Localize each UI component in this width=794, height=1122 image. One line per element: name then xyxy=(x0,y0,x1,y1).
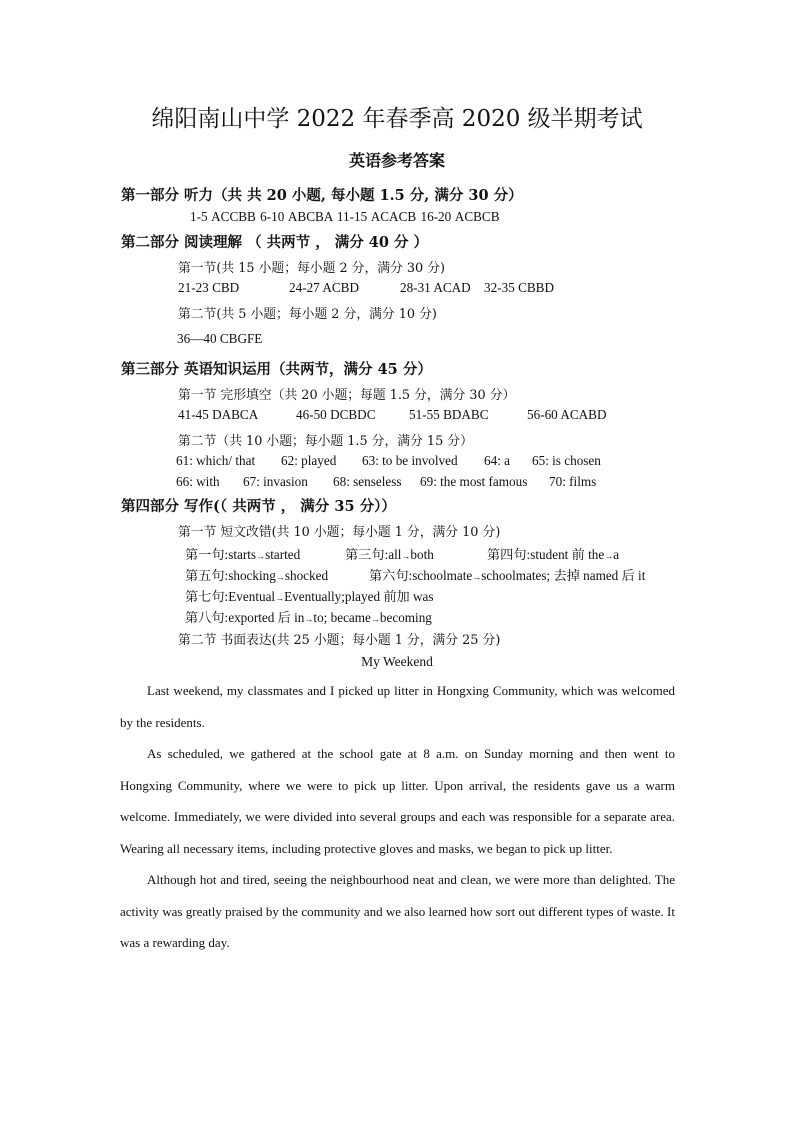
correction-item: 第三句:all→both xyxy=(345,547,434,562)
correction-item: 第一句:starts→started xyxy=(185,547,301,562)
fill-in-answer: 61: which/ that xyxy=(176,453,256,468)
correction-item: 第六句:schoolmate→schoolmates; 去掉 named 后 it xyxy=(369,568,646,583)
essay-title: My Weekend xyxy=(361,654,433,669)
part2-answer-group: 24-27 ACBD xyxy=(289,280,359,295)
arrow-icon: → xyxy=(604,551,614,561)
part3-section2-label: 第二节（共 10 小题；每小题 1.5 分，满分 15 分） xyxy=(178,434,473,449)
fill-in-answer: 65: is chosen xyxy=(532,453,601,468)
correction-item: 第七句:Eventual→Eventually;played 前加 was xyxy=(185,589,434,604)
part4-section1-label: 第一节 短文改错(共 10 小题；每小题 1 分，满分 10 分) xyxy=(178,525,501,540)
part1-heading: 第一部分 听力（共 共 20 小题, 每小题 1.5 分, 满分 30 分） xyxy=(121,187,523,204)
part3-answer-group: 41-45 DABCA xyxy=(178,407,259,422)
fill-in-answer: 67: invasion xyxy=(243,474,308,489)
essay-paragraph: As scheduled, we gathered at the school gate at 8 a.m. on Sunday morning and then went to Hongxing Community, where we were to pick up litter. Upon arrival, the residents gave us a warm welcome. Immediately, we were divided into several groups and each was responsible for a separate area. Wearing all necessary items, including protective gloves and masks, we began to pick up litter. xyxy=(120,746,675,856)
part2-answer-group: 32-35 CBBD xyxy=(484,280,554,295)
arrow-icon: → xyxy=(370,614,380,624)
part3-section1-label: 第一节 完形填空（共 20 小题；每题 1.5 分，满分 30 分） xyxy=(178,388,516,403)
page-title: 绵阳南山中学 2022 年春季高 2020 级半期考试 xyxy=(151,106,643,132)
correction-item: 第五句:shocking→shocked xyxy=(185,568,329,583)
part3-answer-group: 51-55 BDABC xyxy=(409,407,489,422)
arrow-icon: → xyxy=(275,572,285,582)
part2-answer-group: 21-23 CBD xyxy=(178,280,240,295)
arrow-icon: → xyxy=(472,572,482,582)
arrow-icon: → xyxy=(256,551,266,561)
arrow-icon: → xyxy=(275,593,285,603)
arrow-icon: → xyxy=(401,551,411,561)
arrow-icon: → xyxy=(304,614,314,624)
part3-heading: 第三部分 英语知识运用（共两节，满分 45 分） xyxy=(121,361,432,378)
correction-item: 第四句:student 前 the→a xyxy=(487,547,620,562)
fill-in-answer: 70: films xyxy=(549,474,597,489)
part4-section2-label: 第二节 书面表达(共 25 小题；每小题 1 分，满分 25 分) xyxy=(178,633,501,648)
fill-in-answer: 68: senseless xyxy=(333,474,402,489)
fill-in-answer: 63: to be involved xyxy=(362,453,458,468)
part2-section2-label: 第二节(共 5 小题；每小题 2 分，满分 10 分) xyxy=(178,307,437,322)
part2-heading: 第二部分 阅读理解 （ 共两节 ， 满分 40 分 ） xyxy=(121,234,429,251)
essay-paragraph: Although hot and tired, seeing the neighbourhood neat and clean, we were more than delighted. The activity was greatly praised by the community and we also learned how sort out different types of waste. It was a rewarding day. xyxy=(120,872,675,950)
part1-answers: 1-5 ACCBB 6-10 ABCBA 11-15 ACACB 16-20 ACBCB xyxy=(190,209,500,224)
part3-answer-group: 46-50 DCBDC xyxy=(296,407,376,422)
essay-paragraph: Last weekend, my classmates and I picked up litter in Hongxing Community, which was welcomed by the residents. xyxy=(120,683,675,730)
part2-section2-answers: 36—40 CBGFE xyxy=(177,331,263,346)
part2-answer-group: 28-31 ACAD xyxy=(400,280,471,295)
part4-heading: 第四部分 写作(（ 共两节 ， 满分 35 分）） xyxy=(121,498,396,515)
fill-in-answer: 66: with xyxy=(176,474,220,489)
fill-in-answer: 62: played xyxy=(281,453,337,468)
part2-section1-label: 第一节(共 15 小题；每小题 2 分，满分 30 分) xyxy=(178,261,446,276)
correction-item: 第八句:exported 后 in→to; became→becoming xyxy=(185,610,432,625)
page-subtitle: 英语参考答案 xyxy=(348,151,445,170)
fill-in-answer: 69: the most famous xyxy=(420,474,528,489)
part3-answer-group: 56-60 ACABD xyxy=(527,407,607,422)
fill-in-answer: 64: a xyxy=(484,453,511,468)
